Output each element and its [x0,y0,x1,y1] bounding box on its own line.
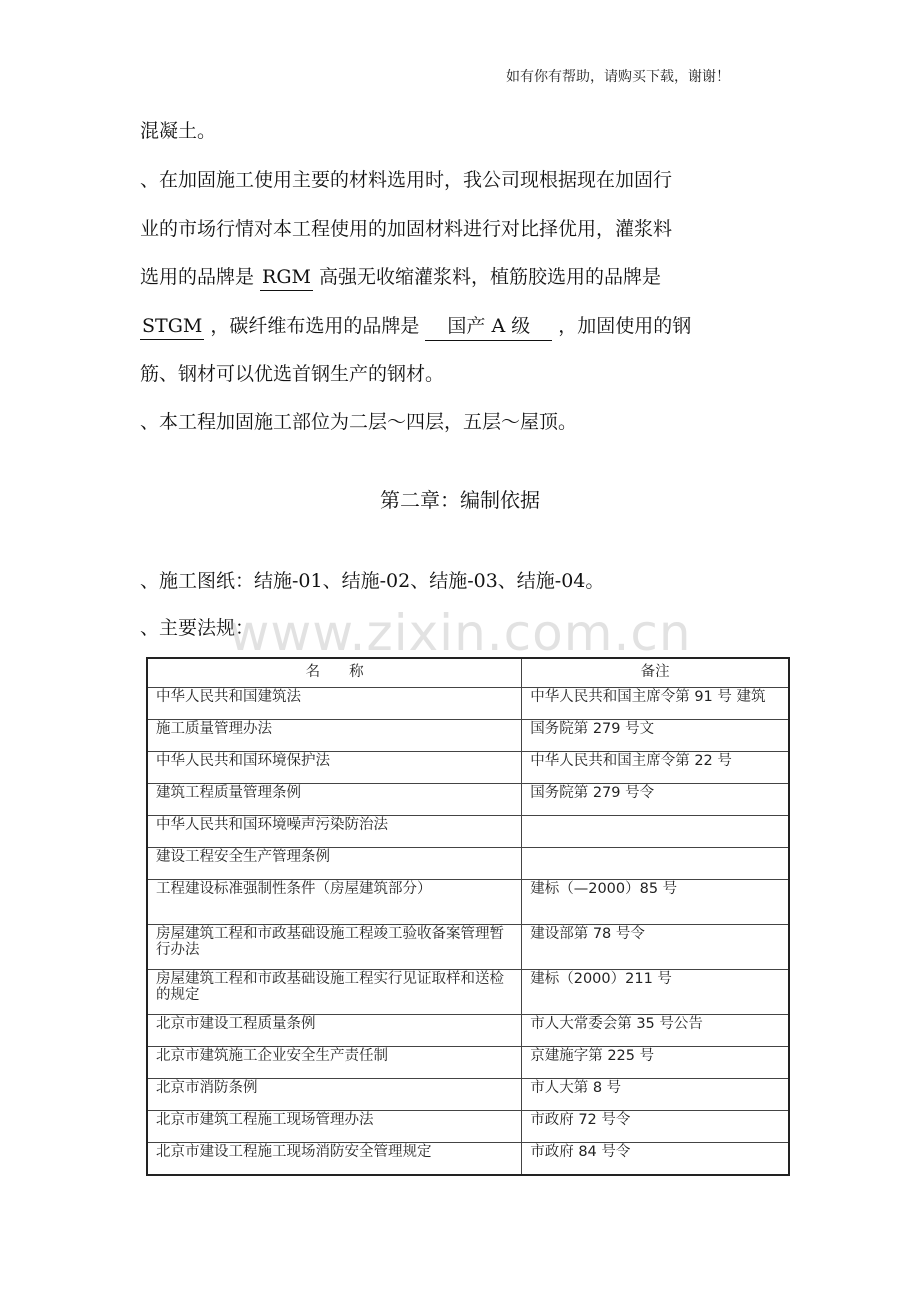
law-name: 北京市消防条例 [147,1079,522,1111]
paragraph-line-7: 、本工程加固施工部位为二层～四层，五层～屋顶。 [140,411,578,433]
table-row [147,1143,789,1176]
law-note: 建标（—2000）85 号 [522,880,789,925]
table-row [147,752,789,784]
table-row [147,784,789,816]
law-note: 市人大常委会第 35 号公告 [522,1015,789,1047]
law-name: 北京市建设工程施工现场消防安全管理规定 [147,1143,522,1176]
paragraph-line-5 [140,311,691,341]
paragraph-line-2: 、在加固施工使用主要的材料选用时，我公司现根据现在加固行 [140,169,673,191]
header-name: 名 称 [147,658,522,688]
law-name: 中华人民共和国环境噪声污染防治法 [147,816,522,848]
law-name: 建设工程安全生产管理条例 [147,848,522,880]
law-name: 北京市建设工程质量条例 [147,1015,522,1047]
paragraph-line-4 [140,262,661,291]
law-name: 建筑工程质量管理条例 [147,784,522,816]
table-row [147,925,789,970]
line4-prefix: 选用的品牌是 [140,266,261,288]
laws-label: 、主要法规： [140,617,255,639]
law-note: 市政府 72 号令 [522,1111,789,1143]
table-row [147,880,789,925]
law-note [522,848,789,880]
law-note: 京建施字第 225 号 [522,1047,789,1079]
header-note-col: 备注 [522,658,789,688]
law-name: 中华人民共和国环境保护法 [147,752,522,784]
law-note: 中华人民共和国主席令第 22 号 [522,752,789,784]
header-note: 如有你有帮助，请购买下载，谢谢！ [506,69,730,85]
paragraph-line-6: 筋、钢材可以优选首钢生产的钢材。 [140,363,445,385]
law-note: 建设部第 78 号令 [522,925,789,970]
table-row [147,720,789,752]
table-row [147,1015,789,1047]
law-note: 国务院第 279 号文 [522,720,789,752]
table-row [147,848,789,880]
paragraph-line-1: 混凝土。 [140,120,217,142]
table-row [147,1079,789,1111]
table-header-row [147,658,789,688]
drawings-line: 、施工图纸：结施-01、结施-02、结施-03、结施-04。 [140,570,605,592]
law-note: 市政府 84 号令 [522,1143,789,1176]
law-name: 施工质量管理办法 [147,720,522,752]
line5-suffix: ，加固使用的钢 [552,315,692,337]
grout-brand: RGM [260,266,313,291]
watermark: www.zixin.com.cn [228,604,692,662]
law-note: 建标（2000）211 号 [522,970,789,1015]
laws-table [146,657,790,1176]
paragraph-line-3: 业的市场行情对本工程使用的加固材料进行对比择优用，灌浆料 [140,218,673,240]
line5-middle: ，碳纤维布选用的品牌是 [204,315,426,337]
table-row [147,1111,789,1143]
law-note [522,816,789,848]
law-note: 国务院第 279 号令 [522,784,789,816]
law-note: 市人大第 8 号 [522,1079,789,1111]
carbon-fiber-brand: 国产 A 级 [425,311,552,341]
table-row [147,816,789,848]
chapter-title: 第二章：编制依据 [380,488,540,512]
adhesive-brand: STGM [140,315,204,340]
law-name: 工程建设标准强制性条件（房屋建筑部分） [147,880,522,925]
table-row [147,688,789,720]
law-name: 中华人民共和国建筑法 [147,688,522,720]
line4-suffix: 高强无收缩灌浆料，植筋胶选用的品牌是 [313,266,662,288]
law-name: 北京市建筑工程施工现场管理办法 [147,1111,522,1143]
law-name: 房屋建筑工程和市政基础设施工程实行见证取样和送检的规定 [147,970,522,1015]
law-name: 房屋建筑工程和市政基础设施工程竣工验收备案管理暂行办法 [147,925,522,970]
table-row [147,970,789,1015]
table-row [147,1047,789,1079]
law-note: 中华人民共和国主席令第 91 号 建筑 [522,688,789,720]
law-name: 北京市建筑施工企业安全生产责任制 [147,1047,522,1079]
